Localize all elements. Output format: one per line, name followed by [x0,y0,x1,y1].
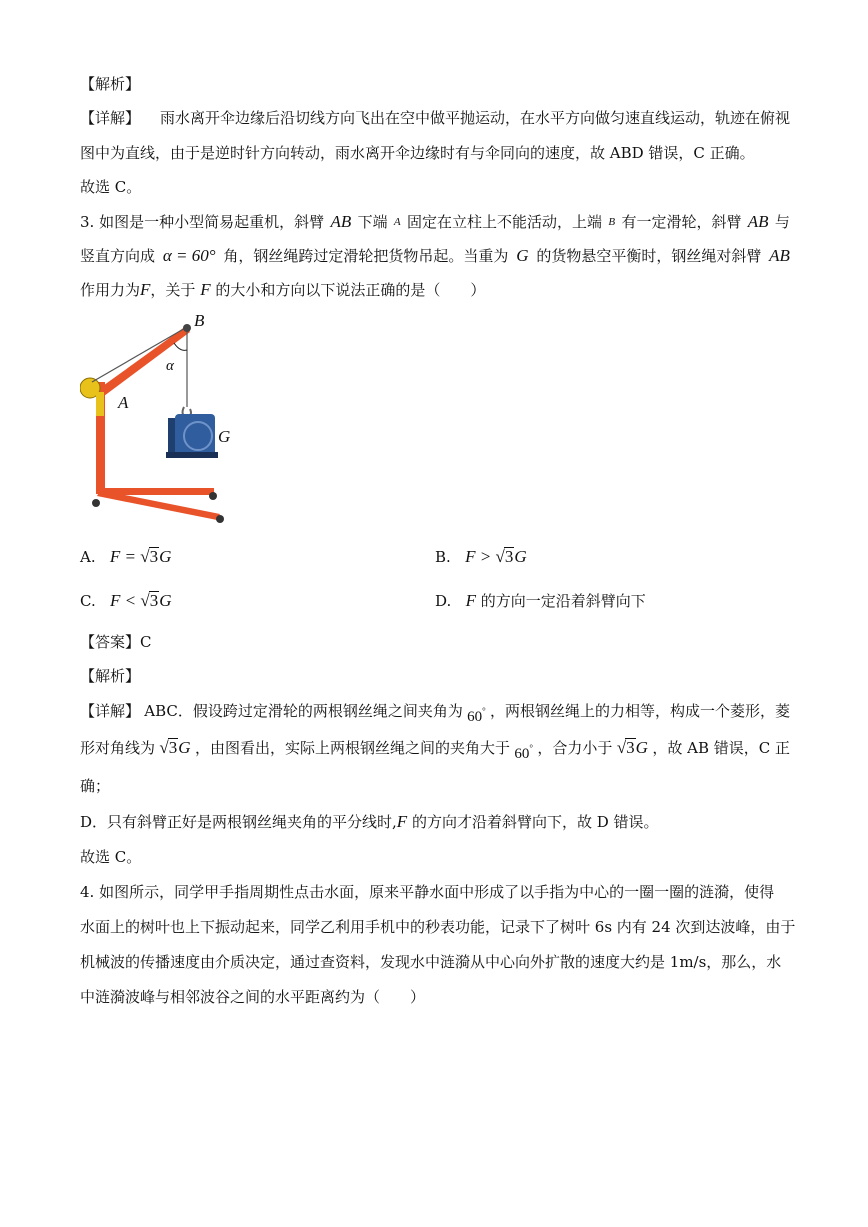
label-alpha: α [166,358,174,374]
q3-detail-line4: D．只有斜臂正好是两根钢丝绳夹角的平分线时,F 的方向才沿着斜臂向下，故 D 错误。 [80,812,659,831]
wheel-icon [92,499,100,507]
detail-paragraph-line1 [80,107,790,129]
label-A: A [118,393,129,412]
option-c[interactable]: C. F < √3G [80,591,172,610]
detail-text: 雨水离开伞边缘后沿切线方向飞出在空中做平抛运动，在水平方向做匀速直线运动，轨迹在俯视 [159,109,790,127]
crane-arm-AB [100,326,190,396]
angle-arc [174,343,187,350]
q3-stem-line2: 竖直方向成 α = 60° 角，钢丝绳跨过定滑轮把货物吊起。当重为 G 的货物悬空平衡时，钢丝绳对斜臂 AB [80,246,790,265]
option-b[interactable]: B. F > √3G [435,547,527,566]
q3-detail-line2: 形对角线为 √3G ，由图看出，实际上两根钢丝绳之间的夹角大于 60° ，合力小于 √3G ，故 AB 错误，C 正 [80,738,790,762]
q3-conclusion: 故选 C。 [80,848,142,866]
winch-handle [96,392,104,416]
q4-stem-line4: 中涟漪波峰与相邻波谷之间的水平距离约为（ ） [80,988,426,1006]
pulley-icon [183,324,191,332]
motor-body [175,414,215,458]
crane-figure [80,312,250,527]
label-G: G [218,427,231,446]
q3-detail-line1: 【详解】 ABC．假设跨过定滑轮的两根钢丝绳之间夹角为 60° ，两根钢丝绳上的力相等，构成一个菱形，菱 [80,702,790,725]
conclusion: 故选 C。 [80,178,142,196]
option-a[interactable]: A. F = √3G [80,547,172,566]
wheel-icon [216,515,224,523]
label-B: B [194,312,205,330]
wheel-icon [209,492,217,500]
q4-stem-line3: 机械波的传播速度由介质决定，通过查资料，发现水中涟漪从中心向外扩散的速度大约是 1m/s，那么，水 [80,953,782,971]
motor-stand [166,452,218,458]
analysis-label: 【解析】 [80,75,141,93]
option-d[interactable]: D. F 的方向一定沿着斜臂向下 [435,591,646,610]
q3-stem-line1: 3. 如图是一种小型简易起重机，斜臂 AB 下端 A 固定在立柱上不能活动，上端 B 有一定滑轮，斜臂 AB 与 [80,212,790,231]
detail-label: 【详解】 [80,109,141,127]
detail-paragraph-line2: 图中为直线，由于是逆时针方向转动，雨水离开伞边缘时有与伞同向的速度，故 ABD 错误，C 正确。 [80,144,755,162]
q4-stem-line2: 水面上的树叶也上下振动起来，同学乙利用手机中的秒表功能，记录下了树叶 6s 内有 24 次到达波峰，由于 [80,918,796,936]
motor-endcap [168,418,176,456]
q3-detail-line3: 确； [80,777,111,795]
q3-answer: 【答案】C [80,633,152,651]
q3-stem-line3: 作用力为F，关于 F 的大小和方向以下说法正确的是（ ） [80,280,486,299]
q3-analysis-label: 【解析】 [80,667,141,685]
q4-stem-line1: 4. 如图所示，同学甲手指周期性点击水面，原来平静水面中形成了以手指为中心的一圈一圈的涟漪，使得 [80,883,775,901]
